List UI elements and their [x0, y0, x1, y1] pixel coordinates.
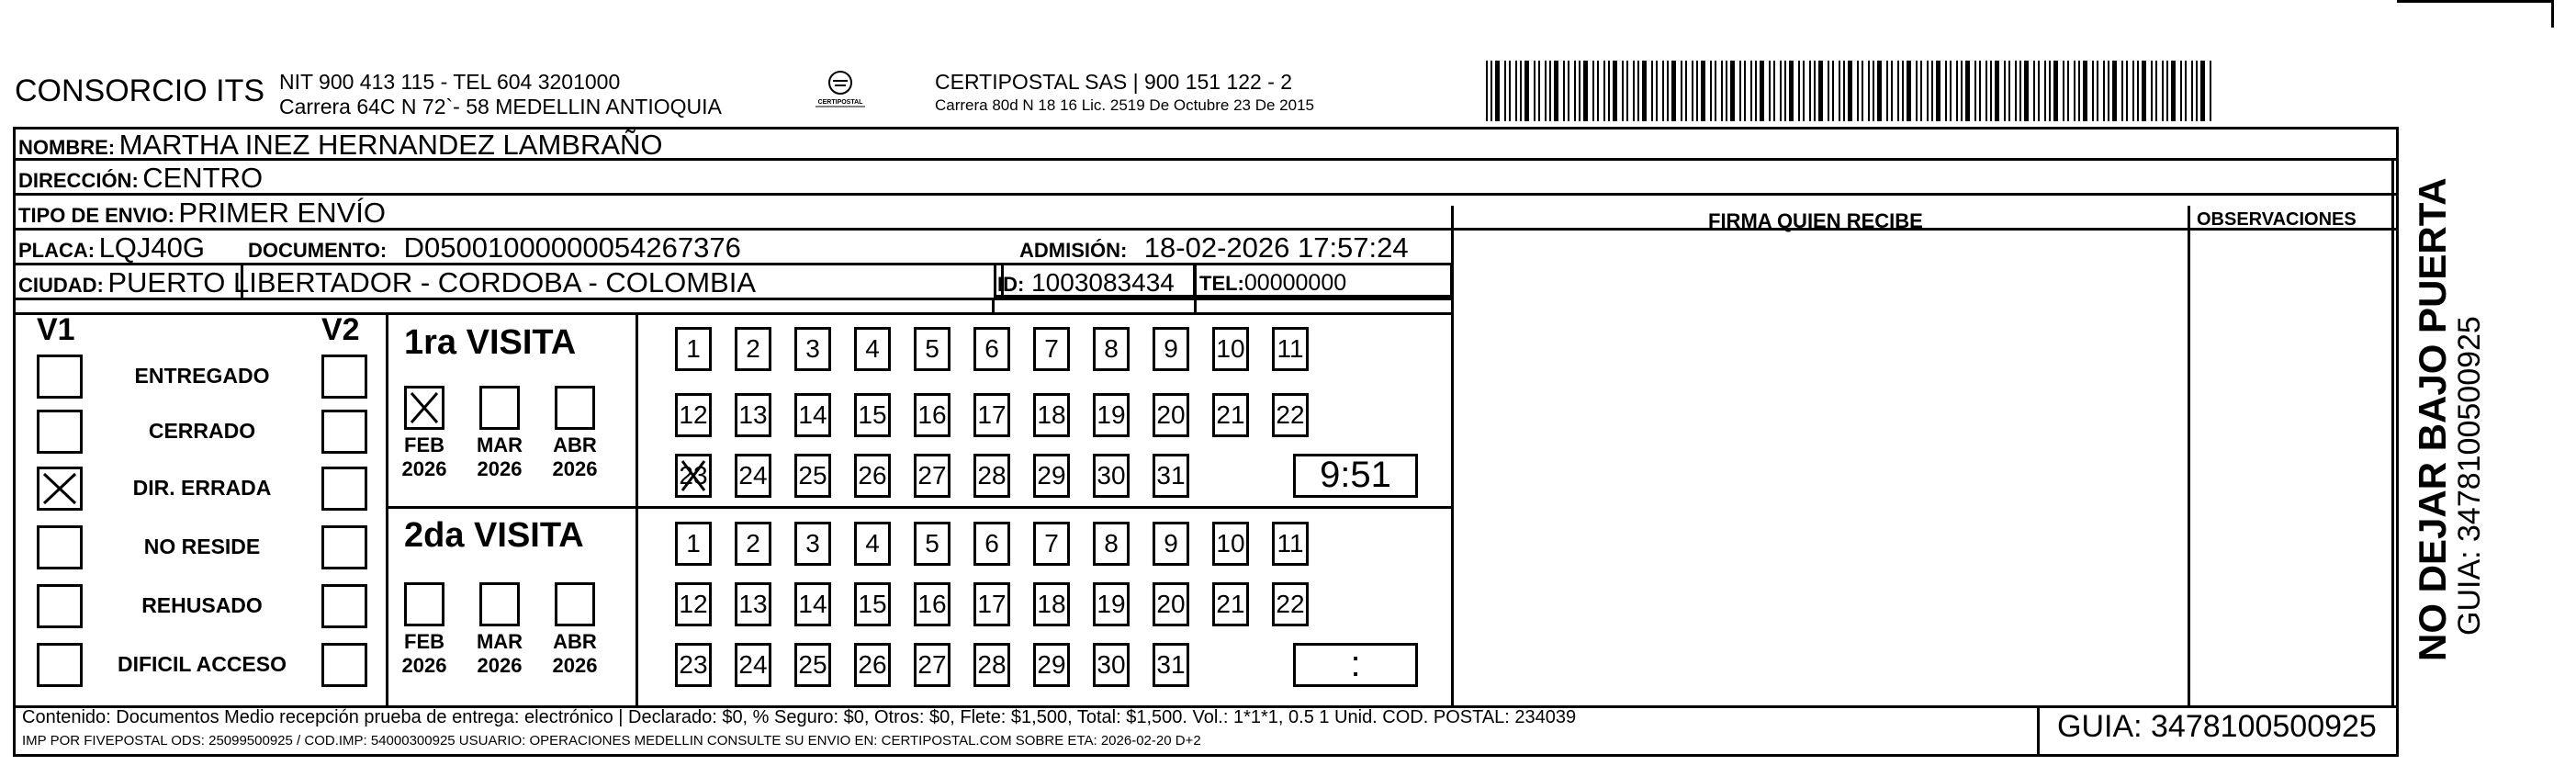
second-day-box[interactable]	[735, 582, 771, 626]
second-day-box[interactable]	[1153, 643, 1189, 687]
day-number: 23	[679, 650, 708, 679]
reason-label: CERRADO	[148, 419, 256, 443]
footer-guia: GUIA: 3478100500925	[2057, 709, 2377, 744]
day-number: 28	[977, 650, 1007, 679]
nit-line: NIT 900 413 115 - TEL 604 3201000	[279, 70, 621, 94]
first-day-box[interactable]	[914, 393, 951, 437]
x-mark-icon	[678, 456, 709, 495]
first-day-box[interactable]	[735, 327, 771, 371]
cell-divider	[992, 298, 995, 312]
month-year: 2026	[552, 654, 598, 677]
row-divider	[2188, 158, 2190, 161]
second-day-box[interactable]	[854, 522, 891, 566]
day-number: 1	[686, 334, 701, 363]
first-day-box[interactable]	[794, 393, 831, 437]
day-number: 27	[917, 650, 947, 679]
tipo-label: TIPO DE ENVIO:	[18, 204, 174, 227]
second-day-box[interactable]	[1153, 582, 1189, 626]
first-day-box[interactable]	[1033, 327, 1070, 371]
second-day-box[interactable]	[1153, 522, 1189, 566]
address-line: Carrera 64C N 72`- 58 MEDELLIN ANTIOQUIA	[279, 95, 722, 118]
second-day-box[interactable]	[735, 643, 771, 687]
logo-icon	[808, 68, 872, 114]
first-month-label	[547, 434, 602, 481]
certipostal-line: CERTIPOSTAL SAS | 900 151 122 - 2	[935, 70, 1293, 94]
second-month-checkbox[interactable]	[555, 582, 595, 626]
obs-divider	[2188, 206, 2190, 706]
row-divider	[13, 312, 1453, 315]
day-number: 26	[858, 650, 887, 679]
first-day-box[interactable]	[1093, 393, 1130, 437]
nombre-value: MARTHA INEZ HERNANDEZ LAMBRAÑO	[118, 129, 663, 161]
v1-checkbox[interactable]	[37, 525, 83, 569]
day-number: 24	[738, 461, 768, 490]
tel-label: TEL:	[1199, 272, 1244, 295]
day-number: 9	[1164, 334, 1178, 363]
first-day-box[interactable]	[735, 454, 771, 498]
day-number: 31	[1156, 461, 1186, 490]
ciudad-cell	[18, 266, 756, 299]
second-day-box[interactable]	[794, 643, 831, 687]
second-day-box[interactable]	[735, 522, 771, 566]
v2-checkbox[interactable]	[321, 643, 367, 687]
first-month-checkbox[interactable]	[479, 386, 520, 430]
day-number: 14	[798, 590, 827, 618]
v1-checkbox[interactable]	[37, 355, 83, 399]
documento-cell	[248, 231, 741, 265]
day-number: 2	[746, 334, 760, 363]
first-day-box[interactable]	[1153, 454, 1189, 498]
direccion-value: CENTRO	[142, 162, 264, 194]
direccion-label: DIRECCIÓN:	[18, 169, 139, 192]
day-number: 22	[1276, 590, 1305, 618]
day-number: 6	[984, 529, 999, 557]
day-number: 4	[865, 529, 880, 557]
firma-header: FIRMA QUIEN RECIBE	[1708, 209, 1923, 232]
second-day-box[interactable]	[854, 582, 891, 626]
x-mark-icon	[39, 469, 80, 508]
second-day-box[interactable]	[1033, 582, 1070, 626]
id-value: 1003083434	[1031, 268, 1175, 297]
month-year: 2026	[477, 654, 523, 677]
day-number: 30	[1097, 461, 1126, 490]
first-day-box[interactable]	[973, 454, 1010, 498]
second-day-box[interactable]	[1033, 522, 1070, 566]
direccion-row	[18, 162, 263, 195]
second-day-box[interactable]	[1272, 522, 1309, 566]
corner-line	[2551, 0, 2554, 28]
day-number: 8	[1104, 529, 1119, 557]
second-month-label	[397, 630, 452, 678]
second-day-box[interactable]	[973, 582, 1010, 626]
day-number: 13	[738, 400, 768, 429]
side-warning: NO DEJAR BAJO PUERTA	[2411, 177, 2454, 661]
day-number: 30	[1097, 650, 1126, 679]
day-number: 18	[1037, 400, 1066, 429]
nombre-row	[18, 129, 663, 162]
month-name: FEB	[404, 630, 444, 653]
second-day-box[interactable]	[675, 582, 712, 626]
first-day-box[interactable]	[1212, 393, 1249, 437]
admision-cell	[1019, 231, 1409, 265]
day-number: 8	[1104, 334, 1119, 363]
tipo-row	[18, 197, 386, 230]
second-month-label	[547, 630, 602, 678]
ciudad-label: CIUDAD:	[18, 274, 104, 297]
second-day-box[interactable]	[1093, 643, 1130, 687]
second-day-box[interactable]	[914, 522, 951, 566]
month-year: 2026	[477, 457, 523, 480]
second-month-checkbox[interactable]	[479, 582, 520, 626]
v1-checkbox[interactable]	[37, 467, 83, 511]
day-number: 19	[1097, 590, 1126, 618]
first-month-checkbox[interactable]	[404, 386, 444, 430]
first-month-label	[472, 434, 527, 481]
day-number: 23	[679, 461, 708, 490]
second-day-box[interactable]	[1272, 582, 1309, 626]
license-line: Carrera 80d N 18 16 Lic. 2519 De Octubre 23 De 2015	[935, 96, 1314, 114]
second-day-box[interactable]	[1093, 582, 1130, 626]
first-day-box[interactable]	[675, 393, 712, 437]
day-number: 20	[1156, 590, 1186, 618]
documento-label: DOCUMENTO:	[248, 239, 388, 262]
day-number: 7	[1044, 529, 1059, 557]
v1-checkbox[interactable]	[37, 643, 83, 687]
day-number: 4	[865, 334, 880, 363]
month-name: MAR	[476, 630, 523, 653]
day-number: 2	[746, 529, 760, 557]
first-day-box[interactable]	[973, 393, 1010, 437]
v1-header: V1	[37, 312, 75, 347]
first-day-box[interactable]	[914, 454, 951, 498]
tel-value: 00000000	[1243, 270, 1347, 296]
obs-right	[2391, 158, 2394, 706]
second-day-box[interactable]	[973, 522, 1010, 566]
second-day-box[interactable]	[1212, 522, 1249, 566]
imp-line: IMP POR FIVEPOSTAL ODS: 25099500925 / COD.IMP: 54000300925 USUARIO: OPERACIONES MEDELLIN CONSULTE SU ENVIO EN: CERTIPOSTAL.COM SOBRE ETA: 2026-02-20 D+2	[22, 733, 1201, 749]
visit-divider	[386, 506, 1453, 509]
second-day-box[interactable]	[1212, 582, 1249, 626]
day-number: 7	[1044, 334, 1059, 363]
v1-checkbox[interactable]	[37, 584, 83, 628]
admision-value: 18-02-2026 17:57:24	[1143, 231, 1409, 264]
tel-box	[1194, 263, 1453, 298]
second-time-box[interactable]: :	[1293, 643, 1418, 687]
barcode	[1486, 61, 2213, 121]
day-number: 17	[977, 400, 1007, 429]
second-day-box[interactable]	[914, 582, 951, 626]
day-number: 21	[1216, 400, 1245, 429]
v2-checkbox[interactable]	[321, 467, 367, 511]
x-mark-icon	[407, 388, 442, 427]
first-day-box[interactable]	[675, 454, 712, 498]
section-divider	[636, 312, 638, 705]
day-number: 28	[977, 461, 1007, 490]
day-number: 19	[1097, 400, 1126, 429]
month-name: ABR	[553, 630, 597, 653]
first-day-box[interactable]	[854, 454, 891, 498]
first-day-box[interactable]	[1153, 327, 1189, 371]
second-day-box[interactable]	[854, 643, 891, 687]
day-number: 20	[1156, 400, 1186, 429]
corner-line	[2397, 0, 2553, 3]
day-number: 25	[798, 650, 827, 679]
day-number: 6	[984, 334, 999, 363]
v1-checkbox[interactable]	[37, 410, 83, 454]
contenido-line: Contenido: Documentos Medio recepción prueba de entrega: electrónico | Declarado: $0, % Seguro: $0, Otros: $0, Flete: $1,500, Total: $1,500. Vol.: 1*1*1, 0.5 1 Unid. COD. POSTAL: 234039	[22, 707, 1577, 727]
first-day-box[interactable]	[914, 327, 951, 371]
second-day-box[interactable]	[794, 582, 831, 626]
v2-header: V2	[321, 312, 360, 347]
day-number: 31	[1156, 650, 1186, 679]
first-day-box[interactable]	[1033, 393, 1070, 437]
month-name: MAR	[476, 434, 523, 456]
day-number: 9	[1164, 529, 1178, 557]
month-year: 2026	[401, 457, 447, 480]
first-month-checkbox[interactable]	[555, 386, 595, 430]
day-number: 25	[798, 461, 827, 490]
observaciones-header: OBSERVACIONES	[2197, 209, 2357, 230]
day-number: 27	[917, 461, 947, 490]
day-number: 5	[925, 334, 939, 363]
first-day-box[interactable]	[973, 327, 1010, 371]
first-day-box[interactable]	[1272, 393, 1309, 437]
day-number: 16	[917, 400, 947, 429]
admision-label: ADMISIÓN:	[1019, 239, 1128, 262]
first-day-box[interactable]	[794, 454, 831, 498]
reason-label: REHUSADO	[141, 593, 263, 617]
company-info	[279, 70, 722, 119]
day-number: 21	[1216, 590, 1245, 618]
v2-checkbox[interactable]	[321, 584, 367, 628]
day-number: 3	[805, 529, 820, 557]
first-day-box[interactable]	[854, 327, 891, 371]
second-day-box[interactable]	[675, 522, 712, 566]
month-year: 2026	[401, 654, 447, 677]
first-day-box[interactable]	[1093, 327, 1130, 371]
section-divider	[386, 312, 388, 705]
day-number: 10	[1216, 529, 1245, 557]
reason-label: NO RESIDE	[143, 535, 261, 558]
second-visit-title: 2da VISITA	[404, 516, 584, 555]
v2-checkbox[interactable]	[321, 525, 367, 569]
day-number: 10	[1216, 334, 1245, 363]
day-number: 24	[738, 650, 768, 679]
logo-text: CERTIPOSTAL	[817, 99, 863, 106]
second-day-box[interactable]	[794, 522, 831, 566]
first-day-box[interactable]	[1212, 327, 1249, 371]
day-number: 12	[679, 590, 708, 618]
reason-label: DIR. ERRADA	[132, 476, 272, 500]
day-number: 29	[1037, 461, 1066, 490]
month-name: FEB	[404, 434, 444, 456]
reason-label: DIFICIL ACCESO	[117, 652, 287, 676]
second-month-label	[472, 630, 527, 678]
documento-value: D05001000000054267376	[403, 231, 741, 264]
certipostal-logo	[808, 68, 872, 114]
first-day-box[interactable]	[1093, 454, 1130, 498]
placa-value: LQJ40G	[98, 231, 206, 264]
certipostal-info	[935, 70, 1314, 118]
second-day-box[interactable]	[914, 643, 951, 687]
side-guia: GUIA: 3478100500925	[2452, 316, 2487, 636]
v2-checkbox[interactable]	[321, 410, 367, 454]
day-number: 29	[1037, 650, 1066, 679]
first-day-box[interactable]	[1033, 454, 1070, 498]
second-month-checkbox[interactable]	[404, 582, 444, 626]
first-time-box[interactable]: 9:51	[1293, 454, 1418, 498]
id-box	[994, 263, 1196, 298]
second-day-box[interactable]	[1093, 522, 1130, 566]
nombre-label: NOMBRE:	[18, 136, 116, 159]
tipo-value: PRIMER ENVÍO	[178, 197, 387, 229]
reason-label: ENTREGADO	[134, 364, 270, 388]
day-number: 3	[805, 334, 820, 363]
day-number: 18	[1037, 590, 1066, 618]
guia-divider	[2037, 705, 2040, 757]
day-number: 5	[925, 529, 939, 557]
day-number: 15	[858, 590, 887, 618]
id-label: ID:	[997, 273, 1025, 296]
day-number: 22	[1276, 400, 1305, 429]
first-month-label	[397, 434, 452, 481]
first-day-box[interactable]	[794, 327, 831, 371]
first-day-box[interactable]	[675, 327, 712, 371]
day-number: 17	[977, 590, 1007, 618]
placa-cell	[18, 231, 205, 265]
day-number: 13	[738, 590, 768, 618]
day-number: 16	[917, 590, 947, 618]
second-day-box[interactable]	[675, 643, 712, 687]
month-year: 2026	[552, 457, 598, 480]
ciudad-value: PUERTO LIBERTADOR - CORDOBA - COLOMBIA	[107, 266, 757, 298]
cell-divider	[1194, 298, 1197, 312]
placa-label: PLACA:	[18, 239, 96, 262]
day-number: 15	[858, 400, 887, 429]
day-number: 14	[798, 400, 827, 429]
first-day-box[interactable]	[735, 393, 771, 437]
first-day-box[interactable]	[1153, 393, 1189, 437]
day-number: 11	[1277, 334, 1304, 363]
barcode-bars	[1486, 61, 2213, 121]
day-number: 11	[1277, 529, 1304, 557]
day-number: 1	[686, 529, 701, 557]
second-day-box[interactable]	[973, 643, 1010, 687]
first-day-box[interactable]	[1272, 327, 1309, 371]
row-divider	[13, 193, 2397, 196]
day-number: 26	[858, 461, 887, 490]
second-day-box[interactable]	[1033, 643, 1070, 687]
v2-checkbox[interactable]	[321, 355, 367, 399]
day-number: 12	[679, 400, 708, 429]
first-day-box[interactable]	[854, 393, 891, 437]
month-name: ABR	[553, 434, 597, 456]
company-name: CONSORCIO ITS	[15, 73, 265, 108]
first-visit-title: 1ra VISITA	[404, 323, 577, 362]
